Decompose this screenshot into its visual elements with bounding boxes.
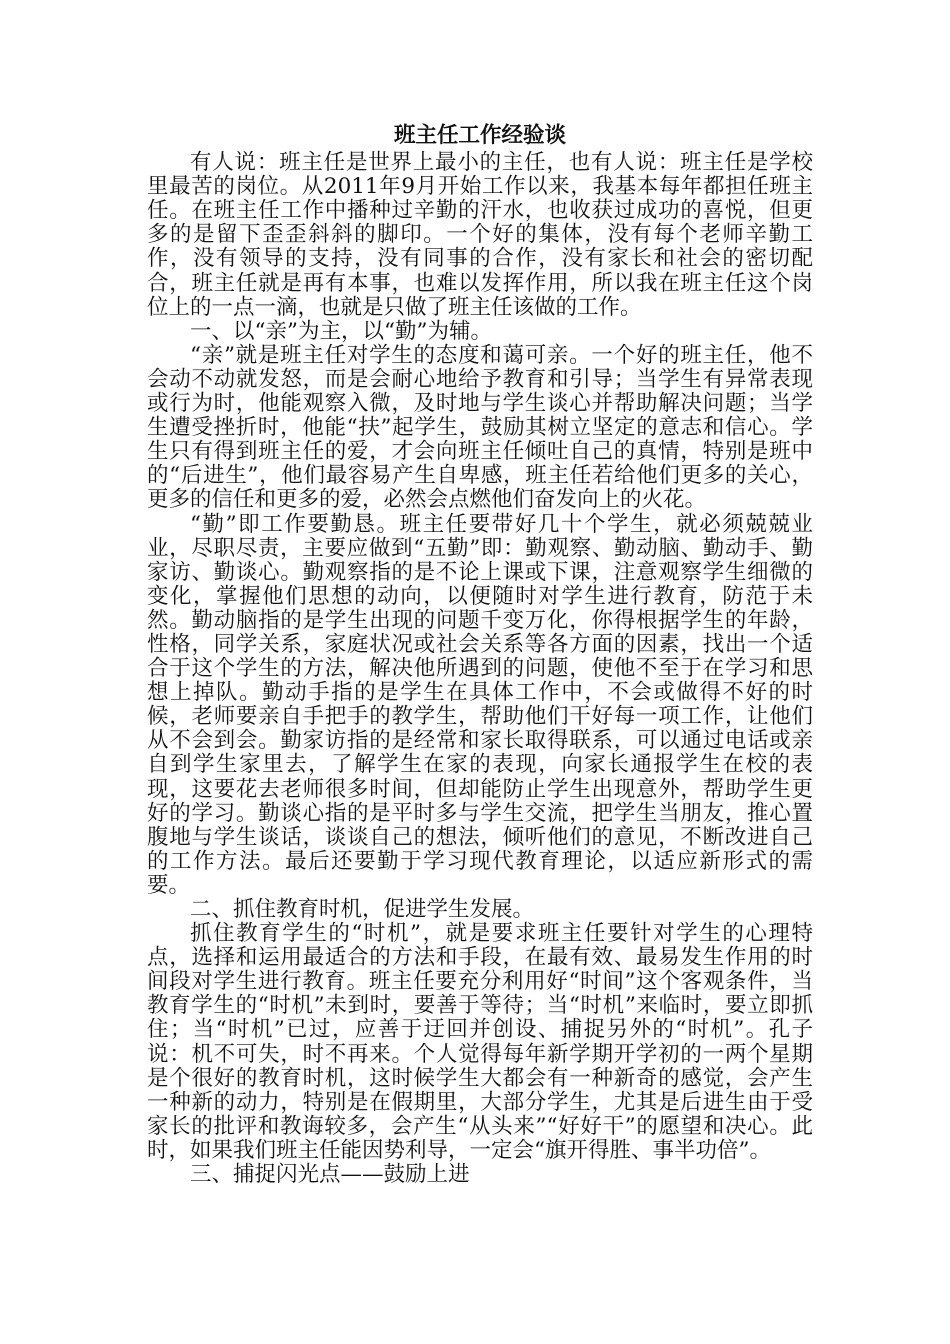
section-heading-3: 三、捕捉闪光点——鼓励上进 <box>190 1162 470 1188</box>
section-heading-1: 一、以“亲”为主，以“勤”为辅。 <box>190 318 492 344</box>
qin-diligence-paragraph: “勤”即工作要勤恳。班主任要带好几十个学生，就必须兢兢业业，尽职尽责，主要应做到“五勤”即：勤观察、勤动脑、勤动手、勤家访、勤谈心。勤观察指的是不论上课或下课，注意观察学生细微的变化，掌握他们思想的动向，以便随时对学生进行教育，防范于未然。勤动脑指的是学生出现的问题千变万化，你得根据学生的年龄，性格，同学关系，家庭状况或社会关系等各方面的因素，找出一个适合于这个学生的方法，解决他所遇到的问题，使他不至于在学习和思想上掉队。勤动手指的是学生在具体工作中，不会或做得不好的时候，老师要亲自手把手的教学生，帮助他们干好每一项工作，让他们从不会到会。勤家访指的是经常和家长取得联系，可以通过电话或亲自到学生家里去，了解学生在家的表现，向家长通报学生在校的表现，这要花去老师很多时间，但却能防止学生出现意外，帮助学生更好的学习。勤谈心指的是平时多与学生交流，把学生当朋友，推心置腹地与学生谈话，谈谈自己的想法，倾听他们的意见，不断改进自己的工作方法。最后还要勤于学习现代教育理论，以适应新形式的需要。 <box>147 511 813 898</box>
qin-paragraph: “亲”就是班主任对学生的态度和蔼可亲。一个好的班主任，他不会动不动就发怒，而是会耐心地给予教育和引导；当学生有异常表现或行为时，他能观察入微，及时地与学生谈心并帮助解决问题；当学生遭受挫折时，他能“扶”起学生，鼓励其树立坚定的意志和信心。学生只有得到班主任的爱，才会向班主任倾吐自己的真情，特别是班中的“后进生”，他们最容易产生自卑感，班主任若给他们更多的关心，更多的信任和更多的爱，必然会点燃他们奋发向上的火花。 <box>147 342 813 513</box>
timing-paragraph: 抓住教育学生的“时机”，就是要求班主任要针对学生的心理特点，选择和运用最适合的方法和手段，在最有效、最易发生作用的时间段对学生进行教育。班主任要充分利用好“时间”这个客观条件，当教育学生的“时机”未到时，要善于等待；当“时机”来临时，要立即抓住；当“时机”已过，应善于迂回并创设、捕捉另外的“时机”。孔子说：机不可失，时不再来。个人觉得每年新学期开学初的一两个星期是个很好的教育时机，这时候学生大都会有一种新奇的感觉，会产生一种新的动力，特别是在假期里，大部分学生，尤其是后进生由于受家长的批评和教诲较多，会产生“从头来”“好好干”的愿望和决心。此时，如果我们班主任能因势利导，一定会“旗开得胜、事半功倍”。 <box>147 921 813 1163</box>
document-body <box>147 124 813 1187</box>
section-heading-2: 二、抓住教育时机，促进学生发展。 <box>190 897 535 922</box>
intro-paragraph: 有人说：班主任是世界上最小的主任，也有人说：班主任是学校里最苦的岗位。从2011年9月开始工作以来，我基本每年都担任班主任。在班主任工作中播种过辛勤的汗水，也收获过成功的喜悦，但更多的是留下歪歪斜斜的脚印。一个好的集体，没有每个老师辛勤工作，没有领导的支持，没有同事的合作，没有家长和社会的密切配合，班主任就是再有本事，也难以发挥作用，所以我在班主任这个岗位上的一点一滴，也就是只做了班主任该做的工作。 <box>147 150 813 320</box>
document-title: 班主任工作经验谈 <box>393 123 566 148</box>
